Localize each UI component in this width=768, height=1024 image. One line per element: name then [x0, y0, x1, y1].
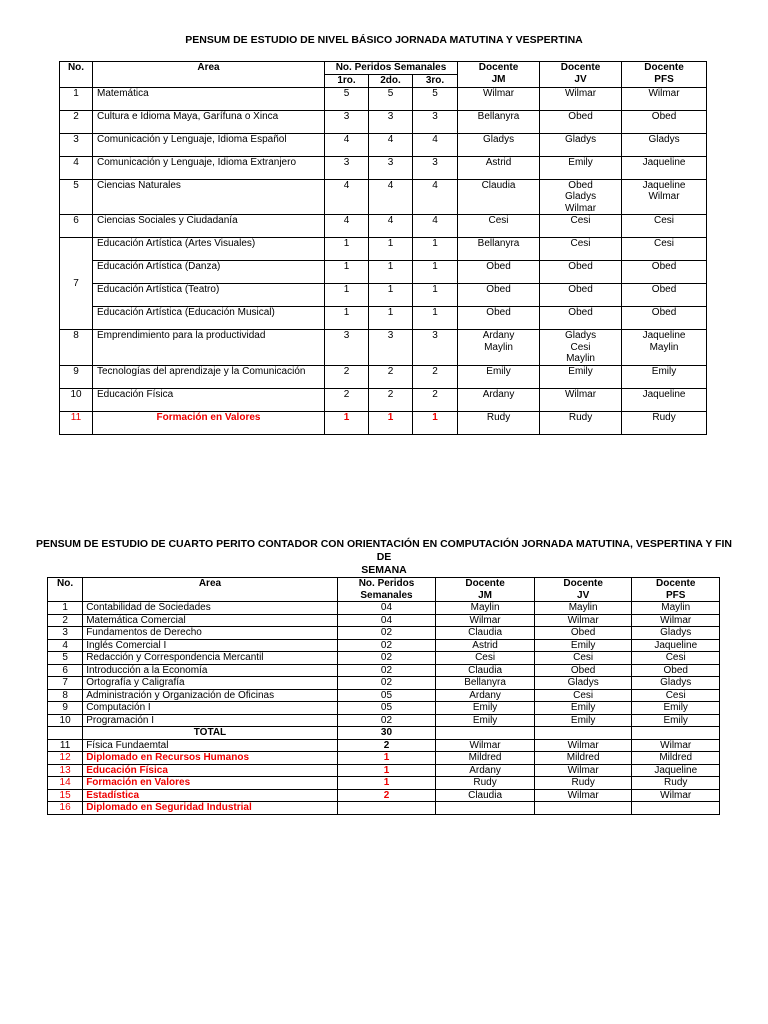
periods-grade-1: 4	[325, 133, 369, 156]
teacher-pfs: Rudy	[622, 411, 707, 434]
teacher-jm: Emily	[436, 714, 535, 727]
teacher-jv: Rudy	[540, 411, 622, 434]
teacher-jm: Claudia	[436, 627, 535, 640]
table1-title: PENSUM DE ESTUDIO DE NIVEL BÁSICO JORNADA MATUTINA Y VESPERTINA	[185, 34, 583, 46]
periods-grade-2: 3	[369, 110, 413, 133]
teacher-pfs: Emily	[622, 365, 707, 388]
table-row	[48, 802, 720, 815]
teacher-pfs: Wilmar	[622, 87, 707, 110]
teacher-jm: Claudia	[436, 664, 535, 677]
row-number: 10	[60, 388, 93, 411]
col-area: Area	[83, 578, 338, 602]
teacher-jm: Ardany Maylin	[458, 330, 540, 366]
periods: 04	[337, 602, 436, 615]
area-name: Educación Artística (Teatro)	[93, 284, 325, 307]
teacher-pfs: Gladys	[632, 627, 720, 640]
row-number: 5	[60, 179, 93, 215]
teacher-jv: Obed	[540, 110, 622, 133]
table-row	[60, 261, 707, 284]
table-row	[48, 752, 720, 765]
periods-grade-1: 5	[325, 87, 369, 110]
teacher-jm: Maylin	[436, 602, 535, 615]
table-row	[60, 411, 707, 434]
teacher-pfs: Jaqueline Wilmar	[622, 179, 707, 215]
area-name: Educación Artística (Educación Musical)	[93, 307, 325, 330]
row-number: 15	[48, 789, 83, 802]
row-number: 4	[60, 156, 93, 179]
area-name: Programación I	[83, 714, 338, 727]
periods-grade-2: 2	[369, 365, 413, 388]
col-jm: Docente JM	[458, 62, 540, 88]
periods: 05	[337, 702, 436, 715]
teacher-jm: Ardany	[436, 689, 535, 702]
periods: 2	[337, 739, 436, 752]
periods-grade-1: 3	[325, 156, 369, 179]
table-row	[60, 215, 707, 238]
teacher-jm: Rudy	[436, 777, 535, 790]
periods-grade-1: 2	[325, 365, 369, 388]
teacher-jm: Bellanyra	[458, 238, 540, 261]
row-number: 7	[48, 677, 83, 690]
periods: 1	[337, 777, 436, 790]
periods-grade-1: 3	[325, 330, 369, 366]
teacher-jm: Ardany	[436, 764, 535, 777]
area-name: Inglés Comercial I	[83, 639, 338, 652]
teacher-jv: Wilmar	[534, 614, 632, 627]
col-periodos: No. Peridos Semanales	[325, 62, 458, 75]
area-name: Comunicación y Lenguaje, Idioma Extranjero	[93, 156, 325, 179]
table-row	[60, 365, 707, 388]
teacher-jm: Claudia	[458, 179, 540, 215]
teacher-pfs: Obed	[622, 284, 707, 307]
periods-grade-1: 1	[325, 411, 369, 434]
teacher-jm: Wilmar	[436, 614, 535, 627]
periods-grade-2: 4	[369, 215, 413, 238]
periods-grade-2: 1	[369, 307, 413, 330]
table-row	[48, 789, 720, 802]
periods-grade-3: 1	[413, 261, 458, 284]
col-no: No.	[48, 578, 83, 602]
teacher-jm: Bellanyra	[458, 110, 540, 133]
teacher-jv: Obed	[540, 284, 622, 307]
periods	[337, 802, 436, 815]
teacher-jv: Obed Gladys Wilmar	[540, 179, 622, 215]
teacher-jm: Obed	[458, 284, 540, 307]
teacher-jm: Gladys	[458, 133, 540, 156]
periods-grade-1: 1	[325, 307, 369, 330]
row-number: 9	[48, 702, 83, 715]
periods-grade-2: 3	[369, 330, 413, 366]
table-row	[60, 284, 707, 307]
row-number: 8	[48, 689, 83, 702]
teacher-jm: Obed	[458, 307, 540, 330]
teacher-pfs: Cesi	[622, 215, 707, 238]
periods: 02	[337, 664, 436, 677]
col-jv: Docente JV	[534, 578, 632, 602]
teacher-jv: Cesi	[534, 689, 632, 702]
area-name: Ortografía y Caligrafía	[83, 677, 338, 690]
teacher-jm: Astrid	[458, 156, 540, 179]
teacher-jm: Emily	[436, 702, 535, 715]
row-number: 2	[48, 614, 83, 627]
teacher-jm: Wilmar	[458, 87, 540, 110]
periods: 1	[337, 752, 436, 765]
col-pfs: Docente PFS	[622, 62, 707, 88]
teacher-jv: Obed	[534, 664, 632, 677]
periods-grade-3: 4	[413, 179, 458, 215]
row-number: 8	[60, 330, 93, 366]
perito-contador-table	[47, 577, 720, 815]
teacher-pfs: Obed	[622, 110, 707, 133]
area-name: Tecnologías del aprendizaje y la Comunicación	[93, 365, 325, 388]
row-number: 3	[48, 627, 83, 640]
teacher-jv: Wilmar	[534, 739, 632, 752]
row-number: 16	[48, 802, 83, 815]
periods-grade-3: 4	[413, 133, 458, 156]
row-number: 14	[48, 777, 83, 790]
teacher-pfs: Jaqueline Maylin	[622, 330, 707, 366]
teacher-jm: Cesi	[458, 215, 540, 238]
area-name: Ciencias Sociales y Ciudadanía	[93, 215, 325, 238]
row-number: 10	[48, 714, 83, 727]
col-grade-2: 2do.	[369, 75, 413, 88]
teacher-jv: Gladys	[534, 677, 632, 690]
teacher-jv: Wilmar	[534, 789, 632, 802]
area-name: Diplomado en Seguridad Industrial	[83, 802, 338, 815]
periods-grade-1: 4	[325, 179, 369, 215]
row-number: 6	[48, 664, 83, 677]
row-number: 5	[48, 652, 83, 665]
table-row	[48, 639, 720, 652]
periods-grade-1: 1	[325, 238, 369, 261]
teacher-pfs: Mildred	[632, 752, 720, 765]
teacher-jv: Wilmar	[540, 388, 622, 411]
area-name: Fundamentos de Derecho	[83, 627, 338, 640]
table-row	[48, 777, 720, 790]
periods-grade-2: 4	[369, 133, 413, 156]
periods-grade-3: 1	[413, 307, 458, 330]
row-number: 1	[48, 602, 83, 615]
area-name: Administración y Organización de Oficinas	[83, 689, 338, 702]
area-name: Formación en Valores	[83, 777, 338, 790]
area-name: Computación I	[83, 702, 338, 715]
teacher-pfs: Emily	[632, 702, 720, 715]
periods-grade-2: 2	[369, 388, 413, 411]
periods-grade-2: 1	[369, 261, 413, 284]
area-name: Educación Artística (Artes Visuales)	[93, 238, 325, 261]
row-number: 3	[60, 133, 93, 156]
table-row	[60, 330, 707, 366]
table-row	[60, 179, 707, 215]
table-row	[48, 739, 720, 752]
table-row	[60, 110, 707, 133]
periods-grade-1: 1	[325, 284, 369, 307]
periods-grade-3: 1	[413, 284, 458, 307]
teacher-jv: Maylin	[534, 602, 632, 615]
teacher-pfs: Emily	[632, 714, 720, 727]
teacher-jv: Cesi	[540, 238, 622, 261]
table-row	[60, 133, 707, 156]
periods-grade-1: 2	[325, 388, 369, 411]
teacher-jv: Obed	[534, 627, 632, 640]
area-name: Educación Artística (Danza)	[93, 261, 325, 284]
area-name: Contabilidad de Sociedades	[83, 602, 338, 615]
teacher-pfs: Obed	[622, 261, 707, 284]
periods-grade-3: 4	[413, 215, 458, 238]
teacher-jv: Cesi	[540, 215, 622, 238]
row-number: 9	[60, 365, 93, 388]
teacher-pfs: Cesi	[632, 689, 720, 702]
teacher-pfs: Obed	[622, 307, 707, 330]
teacher-jv: Wilmar	[540, 87, 622, 110]
table-row	[48, 764, 720, 777]
area-name: Estadística	[83, 789, 338, 802]
row-number: 4	[48, 639, 83, 652]
periods-grade-3: 2	[413, 365, 458, 388]
table-row	[60, 156, 707, 179]
area-name: Introducción a la Economía	[83, 664, 338, 677]
row-number: 11	[48, 739, 83, 752]
periods-grade-1: 3	[325, 110, 369, 133]
teacher-pfs: Gladys	[632, 677, 720, 690]
periods-grade-3: 3	[413, 110, 458, 133]
teacher-jm: Wilmar	[436, 739, 535, 752]
table-row	[60, 307, 707, 330]
teacher-jv: Wilmar	[534, 764, 632, 777]
total-blank	[48, 727, 83, 740]
periods-grade-3: 3	[413, 330, 458, 366]
teacher-pfs: Jaqueline	[632, 764, 720, 777]
teacher-jm	[436, 727, 535, 740]
table-row	[48, 714, 720, 727]
teacher-jm: Emily	[458, 365, 540, 388]
area-name: Formación en Valores	[93, 411, 325, 434]
table-row	[60, 388, 707, 411]
teacher-jm	[436, 802, 535, 815]
table2-title: PENSUM DE ESTUDIO DE CUARTO PERITO CONTADOR CON ORIENTACIÓN EN COMPUTACIÓN JORNADA MATUTINA, VESPERTINA Y FIN DE SEMANA	[36, 538, 732, 576]
teacher-pfs: Wilmar	[632, 614, 720, 627]
area-name: Matemática Comercial	[83, 614, 338, 627]
teacher-jv: Cesi	[534, 652, 632, 665]
table-row	[48, 664, 720, 677]
area-name: Comunicación y Lenguaje, Idioma Español	[93, 133, 325, 156]
row-number: 2	[60, 110, 93, 133]
teacher-pfs: Jaqueline	[622, 388, 707, 411]
teacher-jm: Astrid	[436, 639, 535, 652]
basic-level-table	[59, 61, 707, 435]
periods: 02	[337, 714, 436, 727]
teacher-jm: Claudia	[436, 789, 535, 802]
teacher-jv	[534, 727, 632, 740]
col-pfs: Docente PFS	[632, 578, 720, 602]
teacher-pfs: Cesi	[632, 652, 720, 665]
col-area: Area	[93, 62, 325, 88]
periods-grade-3: 2	[413, 388, 458, 411]
periods-grade-3: 3	[413, 156, 458, 179]
teacher-pfs: Obed	[632, 664, 720, 677]
teacher-pfs: Jaqueline	[622, 156, 707, 179]
periods: 2	[337, 789, 436, 802]
table-row	[60, 87, 707, 110]
area-name: Cultura e Idioma Maya, Garífuna o Xinca	[93, 110, 325, 133]
row-number: 12	[48, 752, 83, 765]
periods-grade-3: 1	[413, 411, 458, 434]
area-name: Matemática	[93, 87, 325, 110]
teacher-jv: Emily	[534, 639, 632, 652]
periods: 02	[337, 677, 436, 690]
teacher-jm: Rudy	[458, 411, 540, 434]
teacher-jv: Gladys	[540, 133, 622, 156]
area-name: Física Fundaemtal	[83, 739, 338, 752]
area-name: Diplomado en Recursos Humanos	[83, 752, 338, 765]
teacher-jv: Gladys Cesi Maylin	[540, 330, 622, 366]
row-number: 1	[60, 87, 93, 110]
col-jv: Docente JV	[540, 62, 622, 88]
row-number: 7	[60, 238, 93, 330]
table-row	[48, 614, 720, 627]
periods: 02	[337, 639, 436, 652]
teacher-pfs: Wilmar	[632, 789, 720, 802]
teacher-pfs: Jaqueline	[632, 639, 720, 652]
periods-grade-2: 1	[369, 238, 413, 261]
teacher-jv: Rudy	[534, 777, 632, 790]
teacher-pfs	[632, 727, 720, 740]
periods-grade-3: 5	[413, 87, 458, 110]
teacher-jv: Emily	[534, 714, 632, 727]
teacher-jm: Obed	[458, 261, 540, 284]
periods-grade-2: 1	[369, 284, 413, 307]
area-name: Redacción y Correspondencia Mercantil	[83, 652, 338, 665]
total-value: 30	[337, 727, 436, 740]
teacher-pfs: Cesi	[622, 238, 707, 261]
teacher-pfs	[632, 802, 720, 815]
area-name: Emprendimiento para la productividad	[93, 330, 325, 366]
periods-grade-2: 1	[369, 411, 413, 434]
teacher-jv	[534, 802, 632, 815]
periods: 05	[337, 689, 436, 702]
col-grade-1: 1ro.	[325, 75, 369, 88]
area-name: Ciencias Naturales	[93, 179, 325, 215]
table-row	[48, 702, 720, 715]
table-row	[48, 627, 720, 640]
table-row	[60, 238, 707, 261]
periods-grade-2: 5	[369, 87, 413, 110]
table-row	[48, 689, 720, 702]
periods-grade-3: 1	[413, 238, 458, 261]
periods-grade-1: 4	[325, 215, 369, 238]
teacher-jm: Cesi	[436, 652, 535, 665]
teacher-jv: Emily	[540, 156, 622, 179]
row-number: 11	[60, 411, 93, 434]
teacher-jv: Obed	[540, 261, 622, 284]
teacher-pfs: Rudy	[632, 777, 720, 790]
total-row	[48, 727, 720, 740]
col-jm: Docente JM	[436, 578, 535, 602]
teacher-jv: Emily	[534, 702, 632, 715]
table-row	[48, 602, 720, 615]
periods: 1	[337, 764, 436, 777]
teacher-pfs: Gladys	[622, 133, 707, 156]
col-no: No.	[60, 62, 93, 88]
total-label: TOTAL	[83, 727, 338, 740]
col-grade-3: 3ro.	[413, 75, 458, 88]
teacher-jv: Obed	[540, 307, 622, 330]
row-number: 6	[60, 215, 93, 238]
teacher-pfs: Wilmar	[632, 739, 720, 752]
row-number: 13	[48, 764, 83, 777]
teacher-jv: Emily	[540, 365, 622, 388]
periods: 04	[337, 614, 436, 627]
table-row	[48, 677, 720, 690]
col-periodos: No. Peridos Semanales	[337, 578, 436, 602]
periods: 02	[337, 652, 436, 665]
periods: 02	[337, 627, 436, 640]
area-name: Educación Física	[93, 388, 325, 411]
periods-grade-2: 4	[369, 179, 413, 215]
table-row	[48, 652, 720, 665]
teacher-jm: Bellanyra	[436, 677, 535, 690]
area-name: Educación Física	[83, 764, 338, 777]
periods-grade-1: 1	[325, 261, 369, 284]
periods-grade-2: 3	[369, 156, 413, 179]
teacher-jm: Ardany	[458, 388, 540, 411]
teacher-jv: Mildred	[534, 752, 632, 765]
teacher-jm: Mildred	[436, 752, 535, 765]
teacher-pfs: Maylin	[632, 602, 720, 615]
